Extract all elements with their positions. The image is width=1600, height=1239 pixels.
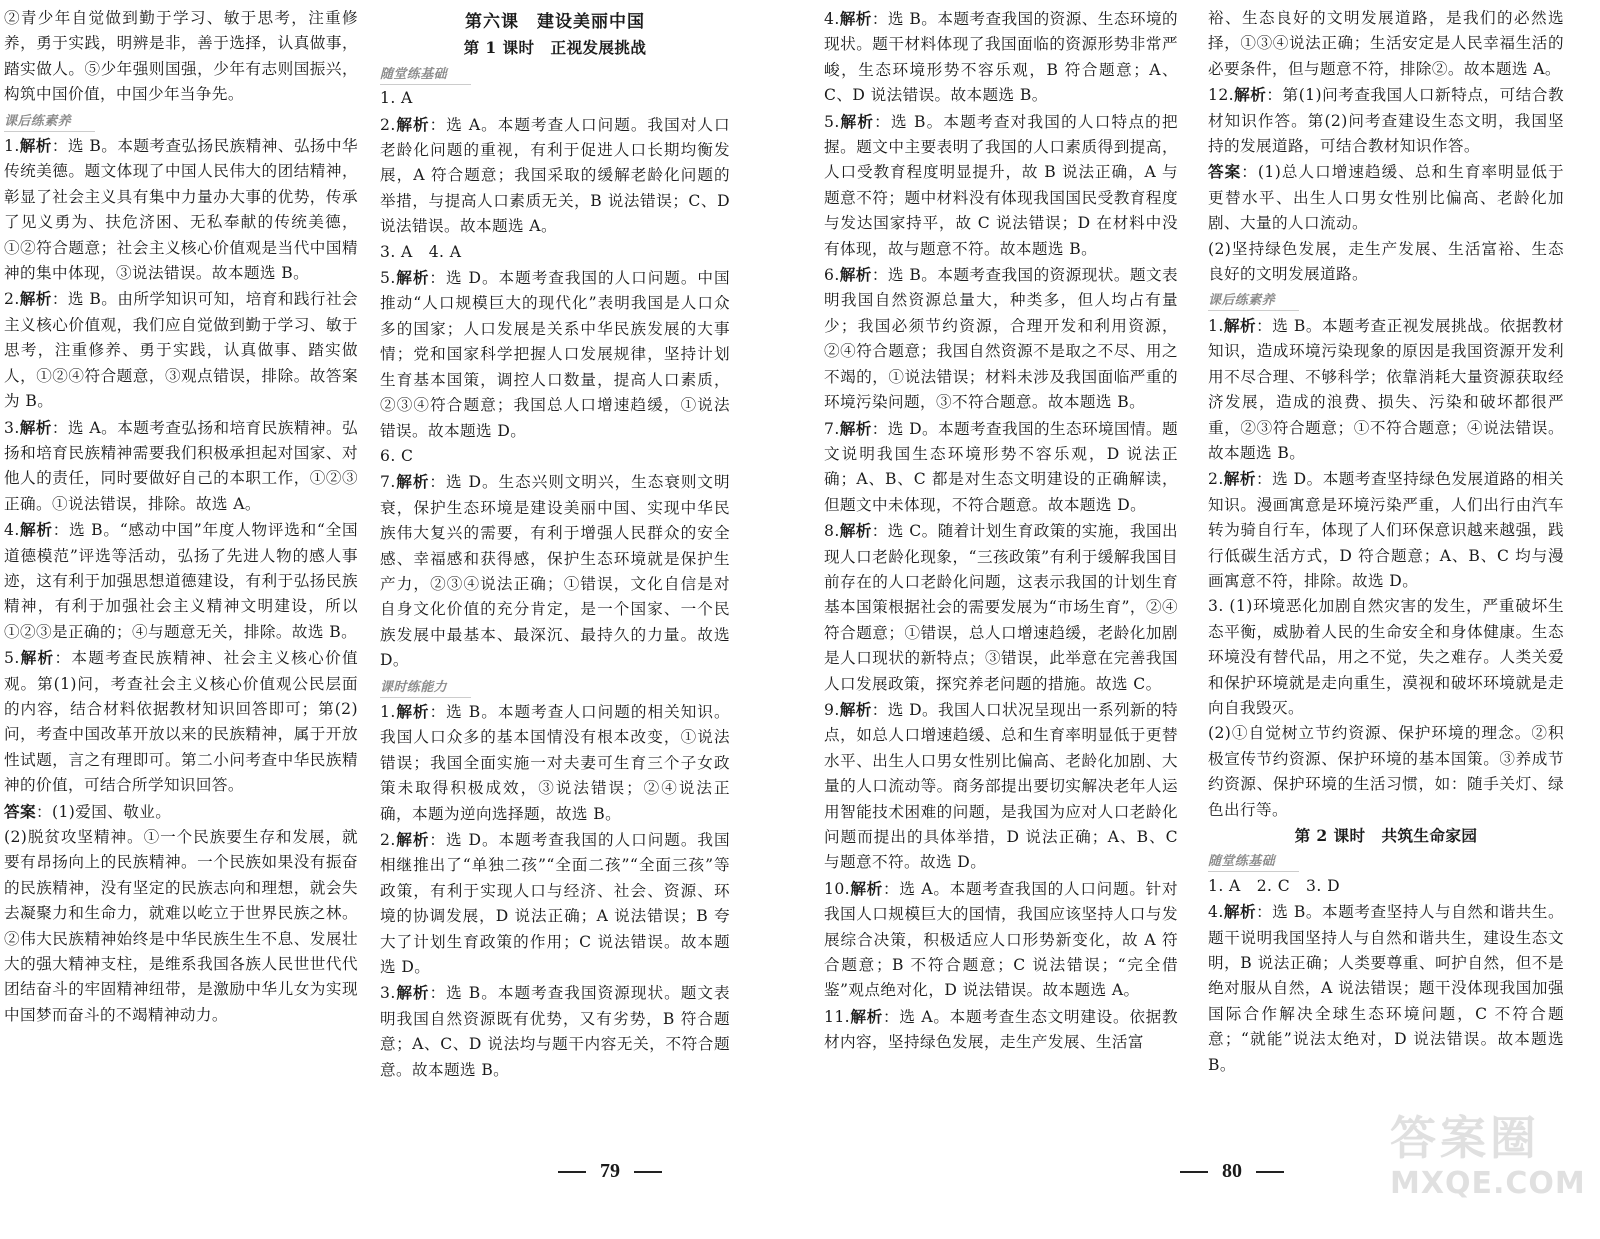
answer-item (380, 240, 730, 265)
item-number: 12. (1208, 86, 1234, 105)
item-text: 3. A 4. A (380, 242, 462, 261)
answer-item (1208, 6, 1564, 82)
page-number-left (544, 1160, 676, 1183)
answer-item (4, 825, 358, 1028)
item-text: ：选 B。由所学知识可知，培育和践行社会主义核心价值观，我们应自觉做到勤于学习、敏于思考，注重修养、勇于实践，认真做事、踏实做人，①②④符合题意，③观点错误，排除。故答案为 B。 (4, 290, 358, 411)
section-wrap (380, 674, 730, 699)
item-number: 4. (1208, 903, 1224, 922)
item-text: 6. C (380, 446, 414, 465)
answer-item (4, 799, 358, 825)
item-label: 解析 (850, 1006, 883, 1026)
item-text: ：选 B。本题考查对我国的人口特点的把握。题文中主要表明了我国的人口素质得到提高，人口受教育程度明显提升，故 B 说法正确，A 与题意不符；题中材料没有体现我国国民受教育程度与发达国家持平，故 C 说法错误；D 在材料中没有体现，故与题意不符。故本题选 B。 (824, 112, 1178, 258)
section-label: 课时练能力 (380, 679, 471, 698)
item-label: 答案 (1208, 162, 1242, 182)
section-wrap (1208, 287, 1564, 312)
answer-item (4, 286, 358, 414)
item-label: 解析 (395, 983, 430, 1003)
answer-item (1208, 237, 1564, 288)
item-text: 3. (1)环境恶化加剧自然灾害的发生，严重破坏生态平衡，威胁着人民的生命安全和身体健康。生态环境没有替代品，用之不觉，失之难存。人类关爱和保护环境就是走向重生，漠视和破坏环境就是走向自我毁灭。 (1208, 597, 1564, 717)
item-number: 8. (824, 522, 840, 541)
answer-item (1208, 874, 1564, 899)
item-text: ：选 B。本题考查我国的资源现状。题文表明我国自然资源总量大，种类多，但人均占有量少；我国必须节约资源，合理开发和利用资源，②④符合题意；我国自然资源不是取之不尽、用之不竭的，①说法错误；材料未涉及我国面临严重的环境污染问题，③不符合题意。故本题选 B。 (824, 266, 1178, 412)
answer-item (824, 518, 1178, 697)
item-text: 1. A 2. C 3. D (1208, 876, 1340, 895)
item-number: 4. (4, 521, 20, 540)
item-label: 解析 (19, 520, 53, 540)
page-number-left-value: 79 (600, 1160, 620, 1182)
answer-item (1208, 313, 1564, 466)
answer-item (824, 416, 1178, 519)
answer-item (4, 517, 358, 645)
answer-item (824, 876, 1178, 1004)
section-wrap (4, 108, 358, 133)
answer-item (4, 6, 358, 108)
item-label: 解析 (850, 878, 883, 898)
item-label: 答案 (4, 801, 36, 821)
answer-item (1208, 82, 1564, 159)
item-text: ：选 B。“感动中国”年度人物评选和“全国道德模范”评选等活动，弘扬了先进人物的感人事迹，这有利于加强思想道德建设，有利于弘扬民族精神，有利于加强社会主义精神文明建设，所以①②③是正确的；④与题意无关，排除。故选 B。 (4, 521, 358, 641)
item-text: ：选 A。本题考查我国的人口问题。针对我国人口规模巨大的国情，我国应该坚持人口与发展综合决策，积极适应人口形势新变化，故 A 符合题意；B 不符合题意；C 说法错误；“完全借鉴”观点绝对化，D 说法错误。故本题选 A。 (824, 879, 1178, 1000)
item-text: ：本题考查民族精神、社会主义核心价值观。第(1)问，考查社会主义核心价值观公民层面的内容，结合材料依据教材知识回答即可；第(2)问，考查中国改革开放以来的民族精神，属于开放性试题，言之有理即可。第二小问考查中华民族精神的价值，可结合所学知识回答。 (4, 649, 358, 795)
item-text: 1. A (380, 89, 413, 108)
section-wrap (1208, 848, 1564, 873)
answer-item (380, 469, 730, 673)
item-text: ：选 D。本题考查我国的人口问题。中国推动“人口规模巨大的现代化”表明我国是人口众多的国家；人口发展是关系中华民族发展的大事情；党和国家科学把握人口发展规律，坚持计划生育基本国策，调控人口数量，提高人口素质，②③④符合题意；我国总人口增速趋缓，①说法错误。故本题选 D。 (380, 269, 730, 440)
item-text: ②青少年自觉做到勤于学习、敏于思考，注重修养，勇于实践，明辨是非，善于选择，认真做事，踏实做人。⑤少年强则国强，少年有志则国振兴，构筑中国价值，中国少年当争先。 (4, 9, 358, 104)
answer-item (4, 415, 358, 518)
item-text: ：第(1)问考查我国人口新特点，可结合教材知识作答。第(2)问考查建设生态文明，我国坚持的发展道路，可结合教材知识作答。 (1208, 86, 1564, 156)
item-label: 解析 (839, 699, 872, 719)
item-label: 解析 (395, 114, 430, 134)
item-text: ：选 B。本题考查正视发展挑战。依据教材知识，造成环境污染现象的原因是我国资源开发利用不尽合理、不够科学；依靠消耗大量资源获取经济发展，造成的浪费、损失、污染和破坏都很严重，②③符合题意；①不符合题意；④说法错误。故本题选 B。 (1208, 316, 1564, 462)
item-label: 解析 (839, 111, 875, 131)
item-text: ：(1)总人口增速趋缓、总和生育率明显低于更替水平、出生人口男女性别比偏高、老龄化加剧、大量的人口流动。 (1208, 163, 1564, 233)
item-label: 解析 (1223, 902, 1257, 922)
answer-item (1208, 466, 1564, 594)
item-number: 1. (4, 137, 20, 156)
item-label: 解析 (839, 265, 872, 285)
item-label: 解析 (839, 521, 872, 541)
section-label: 课后练素养 (4, 113, 95, 132)
page-number-right (1166, 1160, 1298, 1183)
item-text: (2)①自觉树立节约资源、保护环境的理念。②积极宣传节约资源、保护环境的基本国策。③养成节约资源、保护环境的生活习惯，如：随手关灯、绿色出行等。 (1208, 724, 1564, 819)
item-text: ：选 D。本题考查我国的生态环境国情。题文说明我国生态环境形势不容乐观，D 说法正确；A、B、C 都是对生态文明建设的正确解读，但题文中未体现，不符合题意。故本题选 D。 (824, 419, 1178, 514)
item-label: 解析 (19, 289, 52, 309)
column-2 (380, 6, 730, 1083)
item-number: 5. (4, 649, 20, 668)
item-number: 2. (4, 290, 20, 309)
item-label: 解析 (839, 9, 872, 28)
answer-item (1208, 899, 1564, 1078)
watermark (1390, 1110, 1590, 1230)
answer-item (824, 109, 1178, 262)
watermark-line2: MXQE.COM (1390, 1166, 1586, 1201)
item-label: 解析 (395, 472, 430, 492)
item-text: ：选 D。本题考查我国的人口问题。我国相继推出了“单独二孩”“全面二孩”“全面三孩”等政策，有利于实现人口与经济、社会、资源、环境的协调发展，D 说法正确；A 说法错误；B 夸大了计划生育政策的作用；C 说法错误。故本题选 D。 (380, 831, 730, 977)
item-label: 解析 (1234, 85, 1267, 105)
item-text: (2)坚持绿色发展，走生产发展、生活富裕、生态良好的文明发展道路。 (1208, 239, 1564, 284)
period-title: 第 1 课时 正视发展挑战 (463, 38, 647, 58)
item-text: 裕、生态良好的文明发展道路，是我们的必然选择，①③④说法正确；生活安定是人民幸福生活的必要条件，但与题意不符，排除②。故本题选 A。 (1208, 9, 1564, 78)
answer-item (380, 265, 730, 444)
item-number: 7. (824, 419, 840, 438)
section-label: 随堂练基础 (380, 66, 471, 85)
answer-item (1208, 721, 1564, 823)
page-number-right-value: 80 (1222, 1160, 1242, 1182)
answer-item (4, 645, 358, 798)
item-number: 2. (1208, 470, 1224, 489)
item-number: 10. (824, 879, 850, 898)
lesson-title: 第六课 建设美丽中国 (465, 12, 645, 32)
answer-item (1208, 159, 1564, 236)
item-text: ：选 A。本题考查弘扬和培育民族精神。弘扬和培育民族精神需要我们积极承担起对国家、对他人的责任，同时要做好自己的本职工作，①②③正确。①说法错误，排除。故选 A。 (4, 418, 358, 513)
item-number: 3. (380, 984, 396, 1003)
item-text: ：选 A。本题考查生态文明建设。依据教材内容，坚持绿色发展，走生产发展、生活富 (824, 1007, 1178, 1052)
answer-item (824, 1004, 1178, 1056)
section-label: 随堂练基础 (1208, 853, 1299, 872)
column-3 (824, 6, 1178, 1056)
item-text: ：选 D。本题考查坚持绿色发展道路的相关知识。漫画寓意是环境污染严重，人们出行由汽车转为骑自行车，体现了人们环保意识越来越强，践行低碳生活方式，D 符合题意；A、B、C 均与漫画寓意不符，排除。故选 D。 (1208, 470, 1564, 590)
answer-item (380, 827, 730, 980)
answer-item (824, 6, 1178, 109)
item-text: ：(1)爱国、敬业。 (36, 802, 172, 821)
answer-item (380, 699, 730, 827)
watermark-line1: 答案圈 (1390, 1111, 1540, 1165)
section-wrap (380, 61, 730, 86)
item-text: ：选 D。生态兴则文明兴，生态衰则文明衰，保护生态环境是建设美丽中国、实现中华民族伟大复兴的需要，有利于增强人民群众的安全感、幸福感和获得感，保护生态环境就是保护生产力，②③④说法正确；①错误，文化自信是对自身文化价值的充分肯定，是一个国家、一个民族发展中最基本、最深沉、最持久的力量。故选 D。 (380, 473, 730, 670)
item-number: 1. (1208, 316, 1224, 335)
item-number: 3. (4, 418, 20, 437)
item-label: 解析 (395, 268, 430, 288)
item-text: ：选 B。本题考查我国资源现状。题文表明我国自然资源既有优势，又有劣势，B 符合题意；A、C、D 说法均与题干内容无关，不符合题意。故本题选 B。 (380, 984, 730, 1079)
item-text: ：选 C。随着计划生育政策的实施，我国出现人口老龄化现象，“三孩政策”有利于缓解我国目前存在的人口老龄化问题，这表示我国的计划生育基本国策根据社会的需要发展为“市场生育”，②④符合题意；①错误，总人口增速趋缓，老龄化加剧是人口现状的新特点；③错误，此举意在完善我国人口发展政策，探究养老问题的措施。故选 C。 (824, 522, 1178, 693)
item-text: ：选 B。本题考查我国的资源、生态环境的现状。题干材料体现了我国面临的资源形势非常严峻，生态环境形势不容乐观，B 符合题意；A、C、D 说法错误。故本题选 B。 (824, 10, 1178, 105)
item-text: ：选 D。我国人口状况呈现出一系列新的特点，如总人口增速趋缓、总和生育率明显低于更替水平、出生人口男女性别比偏高、老龄化加剧、大量的人口流动等。商务部提出要切实解决老年人运用智能技术困难的问题，是我国为应对人口老龄化问题而提出的具体举措，D 说法正确；A、B、C 与题意不符。故选 D。 (824, 700, 1178, 872)
column-1 (4, 6, 358, 1028)
item-number: 5. (824, 112, 840, 131)
item-number: 11. (824, 1007, 850, 1026)
answer-item (380, 980, 730, 1083)
item-label: 解析 (19, 136, 52, 156)
answer-item (824, 262, 1178, 415)
item-label: 解析 (395, 830, 430, 849)
item-number: 1. (380, 702, 396, 721)
item-number: 9. (824, 700, 840, 719)
item-number: 5. (380, 269, 396, 288)
item-number: 7. (380, 473, 396, 492)
answer-item (1208, 594, 1564, 721)
period-title: 第 2 课时 共筑生命家园 (1294, 826, 1478, 845)
item-label: 解析 (839, 418, 872, 438)
item-label: 解析 (19, 648, 55, 668)
answer-item (4, 133, 358, 286)
item-text: ：选 B。本题考查人口问题的相关知识。我国人口众多的基本国情没有根本改变，①说法错误；我国全面实施一对夫妻可生育三个子女政策未取得积极成效，③说法错误；②④说法正确，本题为逆向选择题，故选 B。 (380, 702, 730, 823)
item-label: 解析 (395, 701, 430, 721)
item-text: ：选 A。本题考查人口问题。我国对人口老龄化问题的重视，有利于促进人口长期均衡发展，A 符合题意；我国采取的缓解老龄化问题的举措，与提高人口素质无关，B 说法错误；C、D 说法错误。故本题选 A。 (380, 115, 730, 236)
item-label: 解析 (1223, 315, 1257, 335)
item-number: 2. (380, 115, 396, 134)
answer-item (380, 86, 730, 111)
item-number: 6. (824, 266, 840, 285)
column-4 (1208, 6, 1564, 1078)
item-number: 2. (380, 831, 396, 849)
item-text: ：选 B。本题考查坚持人与自然和谐共生。题干说明我国坚持人与自然和谐共生，建设生态文明，B 说法正确；人类要尊重、呵护自然，但不是绝对服从自然，A 说法错误；题干没体现我国加强国际合作解决全球生态环境问题，C 不符合题意；“就能”说法太绝对，D 说法错误。故本题选 B。 (1208, 903, 1564, 1074)
answer-item (824, 697, 1178, 876)
item-number: 4. (824, 10, 840, 28)
answer-item (380, 112, 730, 240)
item-text: (2)脱贫攻坚精神。①一个民族要生存和发展，就要有昂扬向上的民族精神。一个民族如果没有振奋的民族精神，没有坚定的民族志向和理想，就会失去凝聚力和生命力，就难以屹立于世界民族之林。②伟大民族精神始终是中华民族生生不息、发展壮大的强大精神支柱，是维系我国各族人民世世代代团结奋斗的牢固精神纽带，是激励中华儿女为实现中国梦而奋斗的不竭精神动力。 (4, 828, 358, 1024)
item-label: 解析 (1223, 469, 1256, 489)
item-text: ：选 B。本题考查弘扬民族精神、弘扬中华传统美德。题文体现了中国人民伟大的团结精神，彰显了社会主义具有集中力量办大事的优势，传承了见义勇为、扶危济困、无私奉献的传统美德，①②符合题意；社会主义核心价值观是当代中国精神的集中体现，③说法错误。故本题选 B。 (4, 137, 358, 283)
section-label: 课后练素养 (1208, 292, 1299, 311)
item-label: 解析 (19, 417, 52, 437)
answer-item (380, 444, 730, 469)
